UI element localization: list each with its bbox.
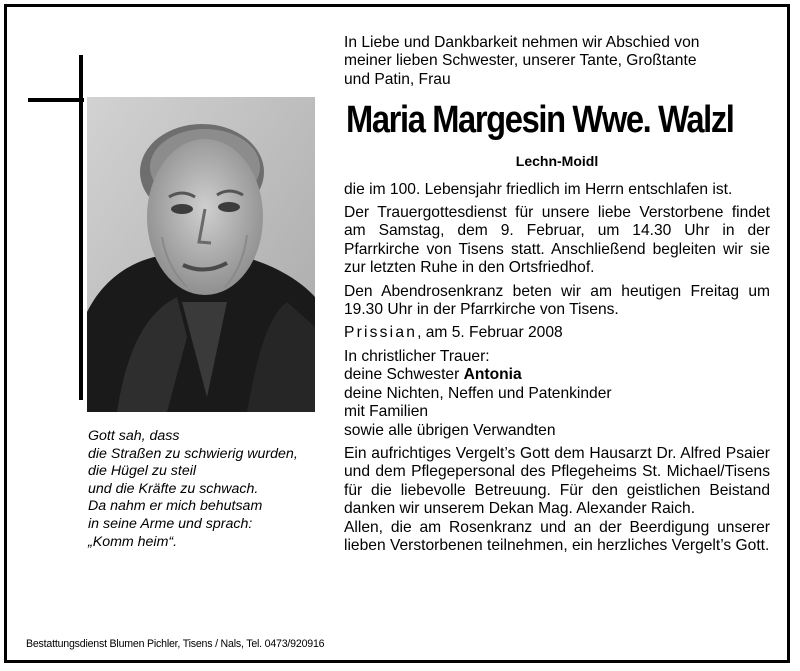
mourners-line: mit Familien (344, 403, 429, 421)
funeral-info: Der Trauergottesdienst für unsere liebe Verstorbene findet am Samstag, dem 9. Februar, um 14.30 Uhr in der Pfarrkirche von Tisens statt. Anschließend begleiten wir sie zur letzten Ruhe in den Ortsfriedhof. (344, 204, 770, 277)
date: , am 5. Februar 2008 (417, 324, 563, 342)
mourners-line: deine Nichten, Neffen und Patenkinder (344, 384, 612, 402)
intro-line: meiner lieben Schwester, unserer Tante, Großtante (344, 52, 697, 70)
poem-line: und die Kräfte zu schwach. (88, 480, 259, 497)
poem-line: Gott sah, dass (88, 428, 180, 444)
place: Prissian (344, 324, 418, 342)
sister-prefix: deine Schwester (344, 366, 464, 384)
mourners-heading: In christlicher Trauer: (344, 347, 490, 365)
thanks-text: Ein aufrichtiges Vergelt’s Gott dem Hausarzt Dr. Alfred Psaier und dem Pflegepersonal des Pflegeheims St. Michael/Tisens für die liebevolle Betreuung. Für den geistlichen Beistand danken wir unserem Dekan Mag. Alexander Raich. (344, 444, 770, 518)
notice-text (344, 34, 770, 555)
deceased-nickname: Lechn-Moidl (515, 153, 599, 170)
intro-line: In Liebe und Dankbarkeit nehmen wir Abschied von (344, 34, 700, 51)
poem-line: die Straßen zu schwierig wurden, (88, 445, 298, 462)
portrait-photo (87, 97, 315, 412)
intro-line: und Patin, Frau (344, 70, 451, 88)
poem-line: die Hügel zu steil (88, 463, 197, 480)
deceased-name: Maria Margesin Wwe. Walzl (346, 99, 734, 142)
rosary-info: Den Abendrosenkranz beten wir am heutigen Freitag um 19.30 Uhr in der Pfarrkirche von Tisens. (344, 282, 770, 319)
poem-line: Da nahm er mich behutsam (88, 498, 263, 515)
intro-text (344, 34, 770, 89)
poem-line: „Komm heim“. (88, 533, 178, 550)
sister-name: Antonia (463, 366, 522, 384)
poem (88, 428, 333, 551)
poem-line: in seine Arme und sprach: (88, 515, 253, 532)
cross-icon-horizontal (28, 98, 84, 102)
death-notice: die im 100. Lebensjahr friedlich im Herrn entschlafen ist. (344, 180, 733, 198)
mourners-line: sowie alle übrigen Verwandten (344, 421, 556, 439)
portrait-photo-icon (87, 97, 315, 412)
thanks-all-text: Allen, die am Rosenkranz und an der Beerdigung unserer lieben Verstorbenen teilnehmen, ein herzliches Vergelt’s Gott. (344, 518, 770, 554)
mourners-line (344, 366, 770, 384)
place-date (344, 324, 770, 342)
funeral-service-footer: Bestattungsdienst Blumen Pichler, Tisens / Nals, Tel. 0473/920916 (26, 638, 325, 650)
mourners (344, 348, 770, 440)
cross-icon-vertical (79, 55, 83, 400)
